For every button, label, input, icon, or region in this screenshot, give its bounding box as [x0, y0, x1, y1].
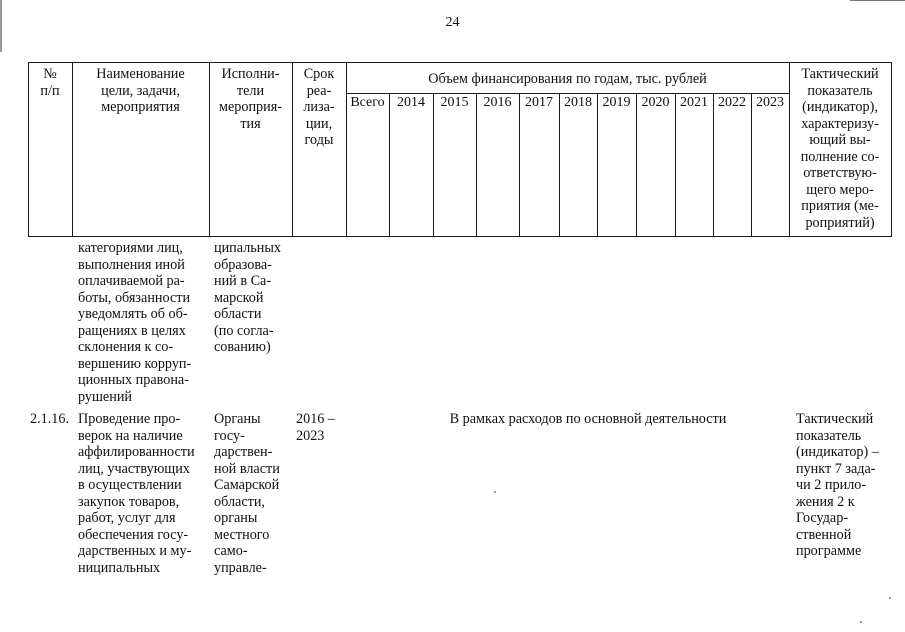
year-header: 2015	[440, 95, 469, 110]
row-number: 2.1.16.	[30, 411, 70, 427]
year-header: Всего	[350, 95, 385, 110]
col-border	[389, 93, 390, 237]
col-border	[675, 93, 676, 237]
header-num: № п/п	[40, 66, 60, 99]
scan-speck	[860, 621, 862, 623]
col-border	[891, 62, 892, 237]
scan-speck	[889, 597, 891, 599]
header-term: Срок реа- лиза- ции, годы	[303, 66, 335, 148]
year-header: 2023	[756, 95, 784, 110]
row-term: 2016 – 2023	[296, 411, 336, 444]
row-name: Проведение про- верок на наличие аффилированности лиц, участвующих в осуществлении закупок товаров, работ, услуг для обеспечения госу- дарственных и му- ниципальных	[78, 411, 195, 576]
col-border	[519, 93, 520, 237]
page-number: 24	[445, 15, 460, 30]
header-executors: Исполни- тели мероприя- тия	[219, 66, 282, 132]
year-header: 2021	[680, 95, 708, 110]
header-bottom-border	[28, 236, 892, 237]
col-border	[559, 93, 560, 237]
header-indicator: Тактический показатель (индикатор), характеризу- ющий вы- полнение со- ответствую- щего меро- приятия (ме- роприятий)	[800, 66, 880, 231]
row-indicator: Тактический показатель (индикатор) – пункт 7 зада- чи 2 прило- жения 2 к Государ- ственной программе	[796, 411, 879, 559]
row-executors: Органы госу- дарствен- ной власти Самарской области, органы местного само- управле-	[214, 411, 280, 576]
header-funding-title: Объем финансирования по годам, тыс. рублей	[428, 71, 707, 87]
year-header: 2018	[564, 95, 592, 110]
year-header: 2022	[718, 95, 746, 110]
year-header: 2016	[483, 95, 512, 110]
continuation-executors: ципальных образова- ний в Са- марской области (по согла- сованию)	[214, 240, 281, 355]
col-border	[597, 93, 598, 237]
year-header: 2020	[641, 95, 670, 110]
header-name: Наименование цели, задачи, мероприятия	[96, 66, 185, 115]
col-border	[713, 93, 714, 237]
col-border	[346, 62, 347, 237]
continuation-name: категориями лиц, выполнения иной оплачиваемой ра- боты, обязанности уведомлять об об- ращениях в целях склонения к со- вершению корруп- ционных правона- рушений	[78, 240, 192, 405]
col-border	[751, 93, 752, 237]
row-funding: В рамках расходов по основной деятельности	[449, 411, 727, 427]
year-header: 2017	[525, 95, 553, 110]
col-border	[636, 93, 637, 237]
col-border	[476, 93, 477, 237]
col-border	[433, 93, 434, 237]
year-header: 2019	[602, 95, 631, 110]
scan-edge-top	[850, 0, 905, 1]
table-top-border	[28, 62, 892, 63]
scan-speck	[494, 491, 496, 493]
funding-subheader-line	[346, 93, 789, 94]
year-header: 2014	[397, 95, 425, 110]
